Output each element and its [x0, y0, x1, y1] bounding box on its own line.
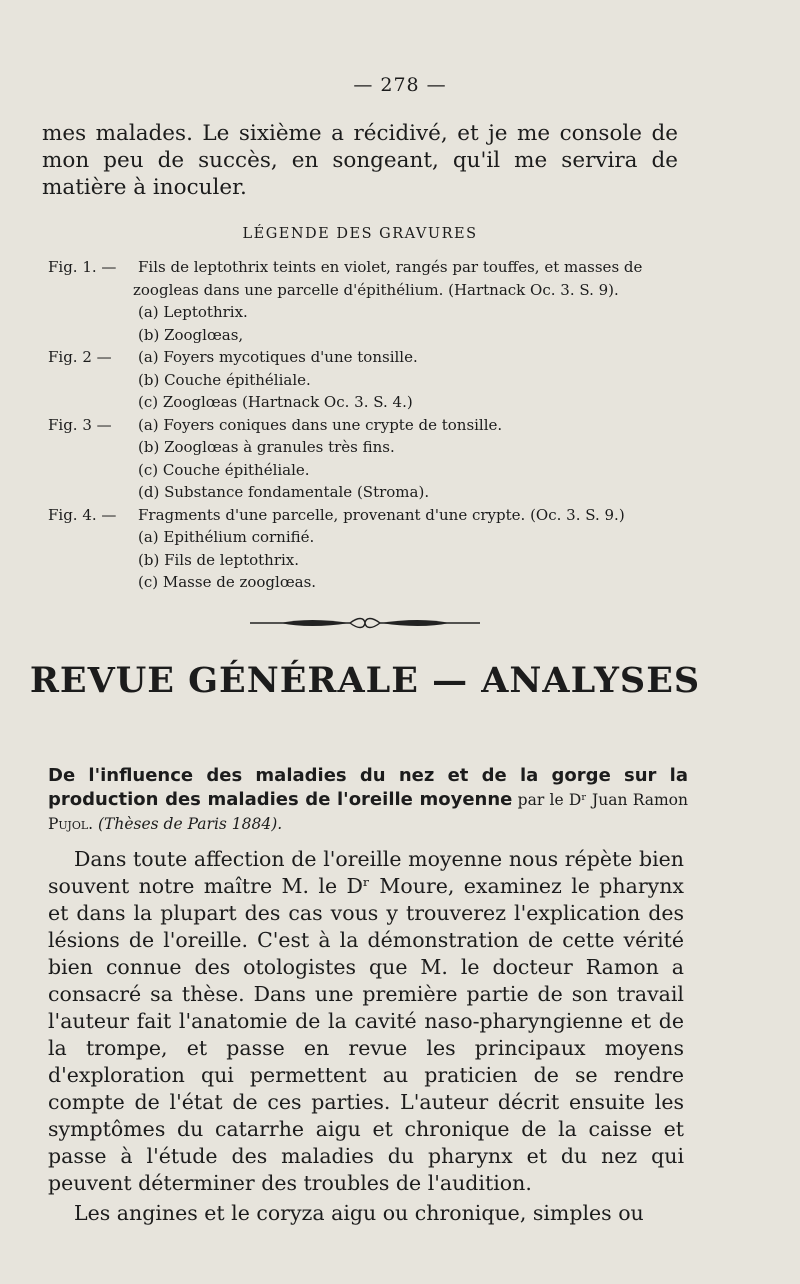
figure-label: Fig. 1. —: [48, 258, 117, 276]
figure-caption: Fragments d'une parcelle, provenant d'une crypte. (Oc. 3. S. 9.): [138, 505, 625, 524]
article-author: Pujol.: [48, 815, 94, 833]
figure-legend: [48, 256, 688, 594]
legend-item: (b) Zooglœas,: [138, 325, 244, 344]
legend-item: (a) Epithélium cornifié.: [138, 528, 315, 546]
article-title-block: [48, 764, 688, 836]
article-title: De l'influence des maladies du nez et de la gorge sur la production des maladies de l'oreille moyenne: [48, 765, 688, 810]
legend-item: (b) Couche épithéliale.: [138, 370, 311, 389]
legend-item: (c) Masse de zooglœas.: [138, 573, 317, 591]
body-paragraph: Les angines et le coryza aigu ou chronique, simples ou: [74, 1201, 644, 1225]
legend-title: LÉGENDE DES GRAVURES: [242, 226, 478, 242]
figure-label: Fig. 2 —: [48, 348, 112, 366]
legend-item: (c) Zooglœas (Hartnack Oc. 3. S. 4.): [138, 393, 413, 411]
article-byline: par le Dʳ Juan Ramon: [512, 791, 688, 809]
article-source: (Thèses de Paris 1884).: [93, 815, 283, 833]
article-body: [48, 846, 684, 1227]
figure-label: Fig. 3 —: [48, 415, 112, 434]
legend-item: (b) Fils de leptothrix.: [138, 550, 300, 569]
figure-caption: Fils de leptothrix teints en violet, rangés par touffes, et masses de: [138, 258, 643, 276]
figure-label: Fig. 4. —: [48, 505, 117, 524]
legend-figure: [48, 346, 688, 369]
legend-item: (d) Substance fondamentale (Stroma).: [138, 483, 430, 501]
page-number: — 278 —: [353, 74, 447, 96]
opening-paragraph: mes malades. Le sixième a récidivé, et je me console de mon peu de succès, en songeant, qu'il me servira de matière à inoculer.: [42, 121, 678, 200]
figure-caption: (a) Foyers mycotiques d'une tonsille.: [138, 348, 418, 366]
legend-figure: [48, 504, 688, 527]
legend-figure: [48, 256, 688, 279]
legend-item: (b) Zooglœas à granules très fins.: [138, 438, 395, 456]
figure-caption: (a) Foyers coniques dans une crypte de tonsille.: [138, 415, 503, 434]
legend-item: (a) Leptothrix.: [138, 303, 248, 321]
legend-item: (c) Couche épithéliale.: [138, 460, 310, 479]
body-paragraph: Dans toute affection de l'oreille moyenne nous répète bien souvent notre maître M. le Dʳ Moure, examinez le pharynx et dans la plupart des cas vous y trouverez l'explication des lésions de l'oreille. C'est à la démonstration de cette vérité bien connue des otologistes que M. le docteur Ramon a consacré sa thèse. Dans une première partie de son travail l'auteur fait l'anatomie de la cavité naso-pharyngienne et de la trompe, et passe en revue les principaux moyens d'exploration qui permettent au praticien de se rendre compte de l'état de ces parties. L'auteur décrit ensuite les symptômes du catarrhe aigu et chronique de la caisse et passe à l'étude des maladies du pharynx et du nez qui peuvent déterminer des troubles de l'audition.: [48, 847, 684, 1195]
section-heading: REVUE GÉNÉRALE — ANALYSES: [29, 660, 701, 701]
figure-caption-continuation: zoogleas dans une parcelle d'épithélium. (Hartnack Oc. 3. S. 9).: [133, 280, 619, 299]
legend-figure: [48, 414, 688, 437]
decorative-rule-ornament: [250, 616, 480, 630]
